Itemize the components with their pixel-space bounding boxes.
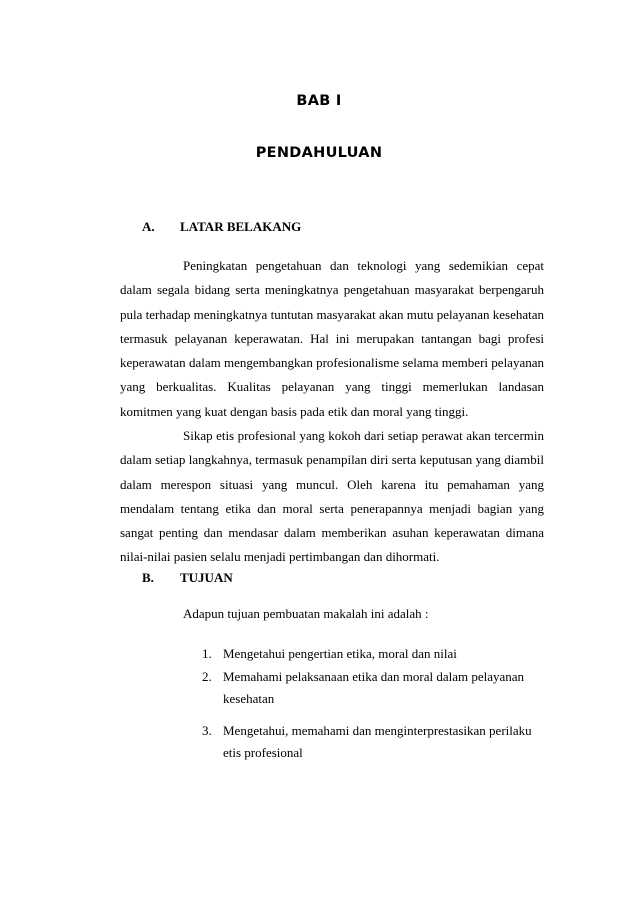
list-item (202, 666, 542, 711)
paragraph: Peningkatan pengetahuan dan teknologi yang sedemikian cepat dalam segala bidang serta meningkatnya pengetahuan masyarakat berpengaruh pula terhadap meningkatnya tuntutan masyarakat akan mutu pelayanan kesehatan termasuk pelayanan keperawatan. Hal ini merupakan tantangan bagi profesi keperawatan dalam mengembangkan profesionalisme selama memberi pelayanan yang berkualitas. Kualitas pelayanan yang tinggi memerlukan landasan komitmen yang kuat dengan basis pada etik dan moral yang tinggi. (120, 258, 544, 419)
section-letter: A. (142, 219, 155, 234)
list-item (202, 720, 542, 765)
list-number: 1. (202, 646, 212, 661)
list-item-text: Mengetahui pengertian etika, moral dan nilai (223, 646, 457, 661)
list-number: 3. (202, 722, 212, 738)
chapter-title: PENDAHULUAN (255, 145, 383, 161)
list-item (202, 643, 542, 666)
section-title: LATAR BELAKANG (180, 219, 302, 234)
paragraph: Sikap etis profesional yang kokoh dari setiap perawat akan tercermin dalam setiap langkahnya, termasuk penampilan diri serta keputusan yang diambil dalam merespon situasi yang muncul. Oleh karena itu pemahaman yang mendalam tentang etika dan moral serta penerapannya menjadi bagian yang sangat penting dan mendasar dalam memberikan asuhan keperawatan dimana nilai-nilai pasien selalu menjadi pertimbangan dan dihormati. (120, 428, 544, 565)
section-title: TUJUAN (180, 570, 233, 585)
list-number: 2. (202, 668, 212, 684)
section-intro: Adapun tujuan pembuatan makalah ini adalah : (183, 606, 429, 621)
chapter-number: BAB I (296, 93, 342, 109)
list-item-text: Mengetahui, memahami dan menginterprestasikan perilaku etis profesional (223, 722, 532, 760)
objectives-list (202, 643, 542, 765)
section-letter: B. (142, 570, 154, 585)
list-item-text: Memahami pelaksanaan etika dan moral dalam pelayanan kesehatan (223, 668, 525, 706)
